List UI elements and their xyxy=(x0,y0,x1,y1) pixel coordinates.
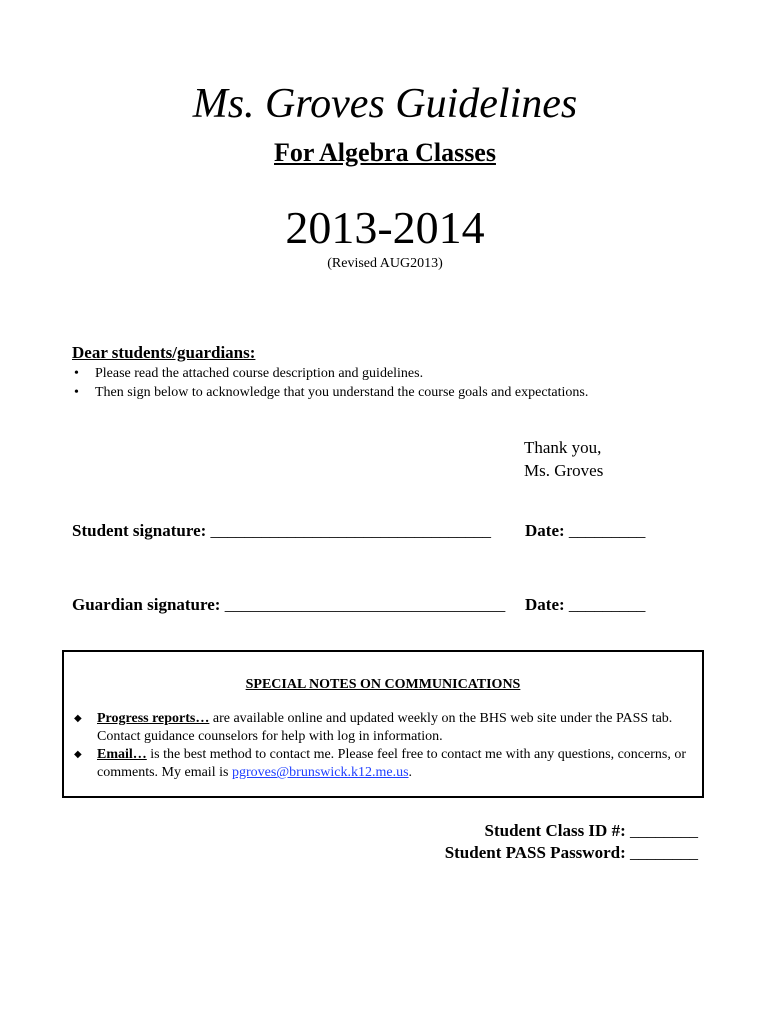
student-signature-label: Student signature: xyxy=(72,521,207,540)
document-subtitle: For Algebra Classes xyxy=(274,138,496,167)
pass-password-label: Student PASS Password: xyxy=(444,843,626,862)
pass-password-blank: ________ xyxy=(625,843,698,862)
email-link[interactable]: pgroves@brunswick.k12.me.us xyxy=(231,765,409,780)
special-notes-list xyxy=(74,710,694,782)
list-item: • Please read the attached course description and guidelines. xyxy=(72,364,588,383)
guardian-date-line: _________ xyxy=(564,595,646,614)
closing-signer: Ms. Groves xyxy=(524,461,604,480)
guardian-signature-label: Guardian signature: xyxy=(72,595,221,614)
progress-reports-label: Progress reports… xyxy=(97,711,210,726)
email-trailing: . xyxy=(408,765,413,780)
class-info xyxy=(445,820,698,864)
list-item: • Then sign below to acknowledge that you understand the course goals and expectations. xyxy=(72,383,588,402)
email-label: Email… xyxy=(97,747,147,762)
student-date-label: Date: xyxy=(525,521,565,540)
revision-note: (Revised AUG2013) xyxy=(327,256,443,271)
class-id-field[interactable] xyxy=(445,820,698,842)
instruction-list xyxy=(72,364,588,402)
list-item xyxy=(74,710,694,746)
student-date-line: _________ xyxy=(564,521,646,540)
student-date-field[interactable] xyxy=(525,520,645,542)
guardian-date-field[interactable] xyxy=(525,594,645,616)
guardian-signature-field[interactable] xyxy=(72,594,505,616)
school-year: 2013-2014 xyxy=(285,202,485,253)
student-signature-field[interactable] xyxy=(72,520,491,542)
list-item xyxy=(74,746,694,782)
guardian-signature-line: _________________________________ xyxy=(220,595,506,614)
student-signature-line: _________________________________ xyxy=(206,521,492,540)
salutation: Dear students/guardians: xyxy=(72,343,256,362)
document-title: Ms. Groves Guidelines xyxy=(192,81,578,127)
closing-line: Thank you, xyxy=(524,438,602,457)
special-notes-heading: SPECIAL NOTES ON COMMUNICATIONS xyxy=(245,677,521,692)
class-id-blank: ________ xyxy=(625,821,698,840)
progress-reports-text: are available online and updated weekly on the BHS web site under the PASS tab. Contact guidance counselors for help with log in information. xyxy=(97,711,673,744)
email-text: is the best method to contact me. Please feel free to contact me with any questions, concerns, or comments. My email is xyxy=(97,747,686,780)
closing xyxy=(524,436,603,482)
pass-password-field[interactable] xyxy=(445,842,698,864)
class-id-label: Student Class ID #: xyxy=(484,821,626,840)
special-notes-box xyxy=(62,650,704,798)
guardian-date-label: Date: xyxy=(525,595,565,614)
